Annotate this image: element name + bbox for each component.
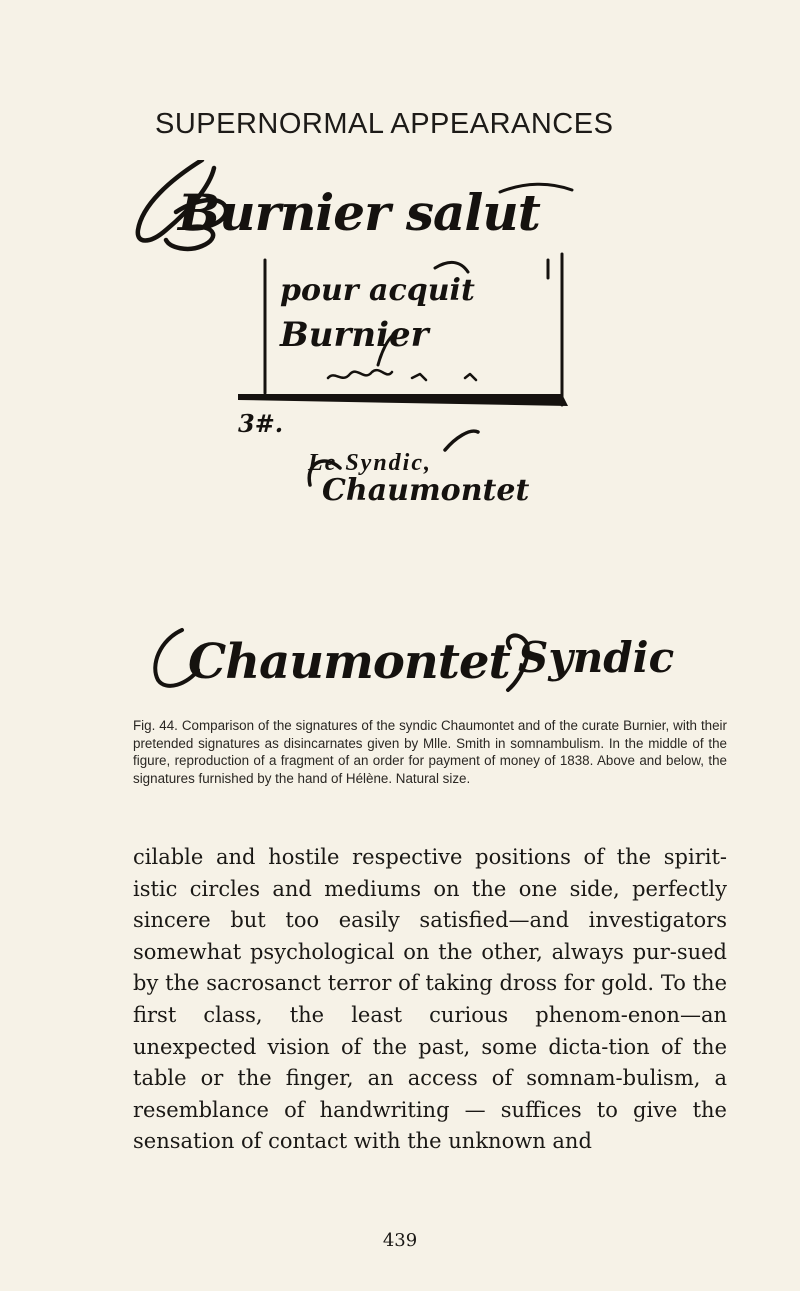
figure-caption: Fig. 44. Comparison of the signatures of the syndic Chaumontet and of the curate Burnier, with their pretended signatures as disincarnates given by Mlle. Smith in somnambulism. In the middle of the figure, reproduction of a fragment of an order for payment of money of 1838. Above and below, the signatures furnished by the hand of Hélène. Natural size.: [133, 718, 727, 786]
running-header: SUPERNORMAL APPEARANCES: [155, 108, 614, 140]
fragment-heavy-rule: [238, 394, 568, 406]
top-signature: Burnier salut: [178, 183, 540, 242]
bottom-signature-title: Syndic: [518, 633, 675, 682]
signature-figure-svg: [130, 160, 690, 705]
page-number: 439: [382, 1230, 418, 1251]
body-paragraph: cilable and hostile respective positions of the spirit-istic circles and mediums on the one side, perfectly sincere but too easily satisfied—and investigators somewhat psychological on the other, always pur-sued by the sacrosanct terror of taking dross for gold. To the first class, the least curious phenom-enon—an unexpected vision of the past, some dicta-tion of the table or the finger, an access of somnam-bulism, a resemblance of handwriting — suffices to give the sensation of contact with the unknown and: [133, 845, 727, 1154]
fragment-name: Chaumontet: [322, 473, 530, 508]
bottom-signature-name: Chaumontet: [188, 634, 510, 690]
fragment-line-1: pour acquit: [280, 273, 475, 308]
fragment-line-2: Burnier: [280, 315, 429, 355]
fragment-squiggle: [328, 370, 476, 380]
fragment-title: Le Syndic,: [308, 450, 432, 476]
fragment-amount: 3#.: [238, 409, 284, 438]
signature-figure: [130, 160, 690, 705]
